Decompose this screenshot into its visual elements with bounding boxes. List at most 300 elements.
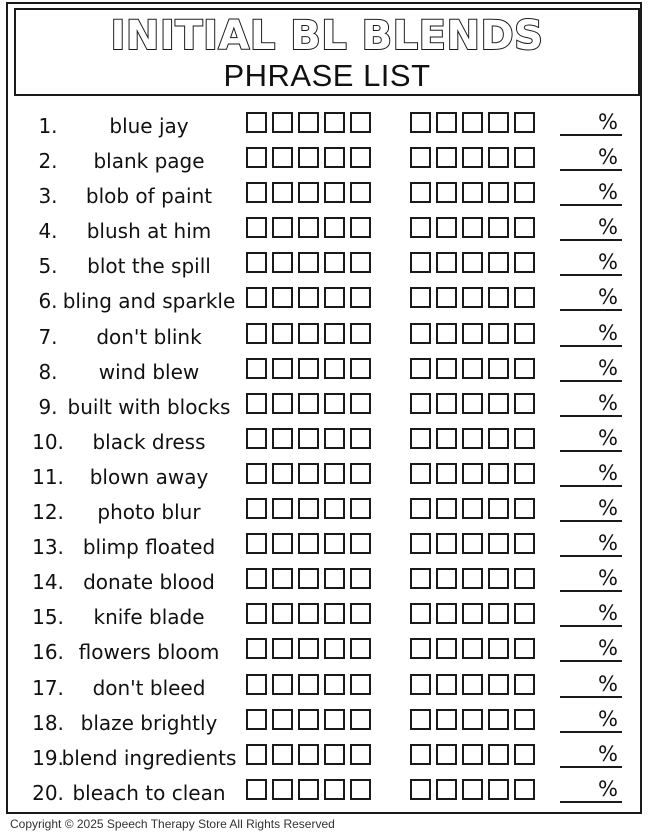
tally-checkbox[interactable] — [488, 287, 509, 308]
phrase-text: wind blew — [98, 359, 200, 384]
tally-checkbox[interactable] — [272, 744, 293, 765]
tally-checkbox[interactable] — [514, 428, 535, 449]
tally-checkbox[interactable] — [298, 638, 319, 659]
tally-checkbox[interactable] — [488, 358, 509, 379]
tally-box-group-2 — [410, 358, 535, 379]
row-number: 9. — [38, 394, 58, 419]
phrase-text: donate blood — [83, 570, 215, 595]
tally-checkbox[interactable] — [436, 112, 457, 133]
percent-blank-line[interactable] — [560, 485, 622, 487]
tally-checkbox[interactable] — [488, 463, 509, 484]
tally-checkbox[interactable] — [324, 744, 345, 765]
tally-checkbox[interactable] — [514, 744, 535, 765]
phrase-text: blank page — [93, 149, 205, 174]
tally-checkbox[interactable] — [246, 147, 267, 168]
tally-checkbox[interactable] — [298, 393, 319, 414]
tally-checkbox[interactable] — [462, 182, 483, 203]
tally-box-group-1 — [246, 358, 371, 379]
tally-checkbox[interactable] — [514, 568, 535, 589]
tally-box-group-2 — [410, 393, 535, 414]
tally-checkbox[interactable] — [462, 393, 483, 414]
tally-checkbox[interactable] — [350, 323, 371, 344]
phrase-row — [14, 145, 634, 180]
tally-checkbox[interactable] — [462, 323, 483, 344]
tally-checkbox[interactable] — [514, 287, 535, 308]
tally-checkbox[interactable] — [272, 428, 293, 449]
tally-checkbox[interactable] — [324, 147, 345, 168]
tally-checkbox[interactable] — [436, 638, 457, 659]
tally-box-group-1 — [246, 287, 371, 308]
tally-checkbox[interactable] — [350, 463, 371, 484]
percent-blank-line[interactable] — [560, 345, 622, 347]
tally-checkbox[interactable] — [298, 147, 319, 168]
phrase-text: blend ingredients — [61, 745, 237, 770]
tally-checkbox[interactable] — [246, 252, 267, 273]
row-number: 3. — [38, 184, 58, 209]
tally-checkbox[interactable] — [272, 358, 293, 379]
tally-checkbox[interactable] — [246, 393, 267, 414]
tally-checkbox[interactable] — [324, 603, 345, 624]
phrase-row — [14, 250, 634, 285]
tally-checkbox[interactable] — [514, 393, 535, 414]
tally-checkbox[interactable] — [436, 287, 457, 308]
phrase-row — [14, 531, 634, 566]
tally-checkbox[interactable] — [324, 498, 345, 519]
tally-checkbox[interactable] — [488, 393, 509, 414]
tally-checkbox[interactable] — [324, 323, 345, 344]
tally-checkbox[interactable] — [298, 358, 319, 379]
phrase-text: black dress — [92, 429, 206, 454]
percent-sign: % — [598, 145, 618, 170]
tally-checkbox[interactable] — [246, 182, 267, 203]
phrase-row — [14, 566, 634, 601]
percent-sign: % — [598, 671, 618, 696]
tally-checkbox[interactable] — [462, 463, 483, 484]
percent-blank-line[interactable] — [560, 801, 622, 803]
tally-box-group-2 — [410, 147, 535, 168]
tally-checkbox[interactable] — [298, 112, 319, 133]
tally-checkbox[interactable] — [298, 498, 319, 519]
tally-checkbox[interactable] — [350, 428, 371, 449]
tally-box-group-2 — [410, 287, 535, 308]
phrase-row — [14, 601, 634, 636]
tally-checkbox[interactable] — [350, 112, 371, 133]
phrase-text: flowers bloom — [78, 640, 220, 665]
percent-sign: % — [598, 636, 618, 661]
phrase-row — [14, 426, 634, 461]
percent-blank-line[interactable] — [560, 134, 622, 136]
tally-checkbox[interactable] — [462, 674, 483, 695]
tally-checkbox[interactable] — [246, 112, 267, 133]
phrase-row — [14, 461, 634, 496]
tally-checkbox[interactable] — [488, 568, 509, 589]
tally-checkbox[interactable] — [514, 533, 535, 554]
tally-checkbox[interactable] — [272, 779, 293, 800]
percent-blank-line[interactable] — [560, 660, 622, 662]
tally-checkbox[interactable] — [350, 779, 371, 800]
tally-checkbox[interactable] — [272, 323, 293, 344]
row-number: 18. — [32, 710, 64, 735]
tally-checkbox[interactable] — [350, 674, 371, 695]
tally-checkbox[interactable] — [462, 744, 483, 765]
phrase-text: photo blur — [97, 500, 201, 525]
tally-checkbox[interactable] — [436, 709, 457, 730]
tally-checkbox[interactable] — [514, 709, 535, 730]
tally-checkbox[interactable] — [324, 217, 345, 238]
tally-checkbox[interactable] — [350, 498, 371, 519]
tally-checkbox[interactable] — [410, 393, 431, 414]
tally-checkbox[interactable] — [246, 428, 267, 449]
tally-checkbox[interactable] — [488, 533, 509, 554]
tally-checkbox[interactable] — [246, 533, 267, 554]
tally-checkbox[interactable] — [462, 358, 483, 379]
tally-box-group-2 — [410, 498, 535, 519]
percent-blank-line[interactable] — [560, 274, 622, 276]
phrase-row — [14, 777, 634, 812]
phrase-row — [14, 672, 634, 707]
tally-checkbox[interactable] — [324, 779, 345, 800]
tally-checkbox[interactable] — [514, 603, 535, 624]
row-number: 8. — [38, 359, 58, 384]
percent-blank-line[interactable] — [560, 555, 622, 557]
tally-checkbox[interactable] — [410, 112, 431, 133]
tally-checkbox[interactable] — [272, 463, 293, 484]
tally-checkbox[interactable] — [436, 147, 457, 168]
tally-box-group-2 — [410, 744, 535, 765]
tally-checkbox[interactable] — [350, 182, 371, 203]
tally-checkbox[interactable] — [514, 779, 535, 800]
tally-checkbox[interactable] — [298, 603, 319, 624]
tally-checkbox[interactable] — [462, 638, 483, 659]
tally-checkbox[interactable] — [272, 498, 293, 519]
tally-checkbox[interactable] — [436, 744, 457, 765]
tally-checkbox[interactable] — [272, 112, 293, 133]
tally-checkbox[interactable] — [298, 217, 319, 238]
tally-checkbox[interactable] — [246, 674, 267, 695]
tally-checkbox[interactable] — [514, 217, 535, 238]
tally-checkbox[interactable] — [246, 358, 267, 379]
tally-checkbox[interactable] — [488, 428, 509, 449]
percent-sign: % — [598, 215, 618, 240]
row-number: 20. — [32, 780, 64, 805]
tally-checkbox[interactable] — [272, 674, 293, 695]
tally-checkbox[interactable] — [298, 182, 319, 203]
tally-checkbox[interactable] — [298, 252, 319, 273]
tally-checkbox[interactable] — [246, 323, 267, 344]
tally-checkbox[interactable] — [436, 498, 457, 519]
tally-checkbox[interactable] — [324, 112, 345, 133]
tally-checkbox[interactable] — [514, 674, 535, 695]
row-number: 17. — [32, 675, 64, 700]
row-number: 15. — [32, 605, 64, 630]
tally-checkbox[interactable] — [272, 533, 293, 554]
tally-checkbox[interactable] — [324, 287, 345, 308]
row-number: 7. — [38, 324, 58, 349]
percent-blank-line[interactable] — [560, 625, 622, 627]
tally-checkbox[interactable] — [350, 533, 371, 554]
tally-checkbox[interactable] — [410, 182, 431, 203]
tally-checkbox[interactable] — [436, 568, 457, 589]
percent-blank-line[interactable] — [560, 204, 622, 206]
tally-checkbox[interactable] — [246, 217, 267, 238]
copyright-text: Copyright © 2025 Speech Therapy Store All Rights Reserved — [10, 817, 335, 831]
tally-checkbox[interactable] — [410, 568, 431, 589]
tally-checkbox[interactable] — [246, 568, 267, 589]
tally-checkbox[interactable] — [246, 779, 267, 800]
tally-box-group-2 — [410, 603, 535, 624]
tally-checkbox[interactable] — [488, 112, 509, 133]
tally-checkbox[interactable] — [350, 287, 371, 308]
page-title: INITIAL BL BLENDS — [110, 13, 544, 59]
tally-checkbox[interactable] — [410, 779, 431, 800]
tally-checkbox[interactable] — [324, 568, 345, 589]
tally-checkbox[interactable] — [324, 182, 345, 203]
tally-checkbox[interactable] — [462, 428, 483, 449]
tally-checkbox[interactable] — [324, 709, 345, 730]
phrase-row — [14, 321, 634, 356]
tally-checkbox[interactable] — [488, 674, 509, 695]
row-number: 14. — [32, 570, 64, 595]
tally-checkbox[interactable] — [350, 147, 371, 168]
tally-checkbox[interactable] — [436, 463, 457, 484]
percent-blank-line[interactable] — [560, 309, 622, 311]
tally-checkbox[interactable] — [350, 603, 371, 624]
tally-checkbox[interactable] — [410, 358, 431, 379]
phrase-text: blob of paint — [85, 184, 213, 209]
percent-sign: % — [598, 706, 618, 731]
tally-checkbox[interactable] — [272, 147, 293, 168]
tally-checkbox[interactable] — [436, 393, 457, 414]
percent-sign: % — [598, 390, 618, 415]
tally-checkbox[interactable] — [298, 287, 319, 308]
tally-checkbox[interactable] — [436, 533, 457, 554]
tally-checkbox[interactable] — [272, 287, 293, 308]
tally-checkbox[interactable] — [462, 147, 483, 168]
tally-checkbox[interactable] — [436, 252, 457, 273]
phrase-text: blown away — [89, 464, 209, 489]
tally-checkbox[interactable] — [410, 147, 431, 168]
tally-checkbox[interactable] — [324, 428, 345, 449]
tally-checkbox[interactable] — [436, 603, 457, 624]
phrase-text: bling and sparkle — [62, 289, 236, 314]
tally-checkbox[interactable] — [462, 252, 483, 273]
tally-checkbox[interactable] — [436, 674, 457, 695]
tally-checkbox[interactable] — [298, 323, 319, 344]
tally-checkbox[interactable] — [246, 287, 267, 308]
percent-blank-line[interactable] — [560, 450, 622, 452]
percent-blank-line[interactable] — [560, 415, 622, 417]
page-subtitle: PHRASE LIST — [223, 58, 431, 93]
phrase-row — [14, 496, 634, 531]
tally-checkbox[interactable] — [298, 779, 319, 800]
tally-checkbox[interactable] — [350, 217, 371, 238]
tally-checkbox[interactable] — [298, 674, 319, 695]
tally-checkbox[interactable] — [298, 533, 319, 554]
phrase-row — [14, 110, 634, 145]
tally-checkbox[interactable] — [410, 674, 431, 695]
phrase-text: knife blade — [93, 605, 205, 630]
tally-checkbox[interactable] — [462, 533, 483, 554]
tally-checkbox[interactable] — [436, 358, 457, 379]
tally-checkbox[interactable] — [488, 498, 509, 519]
tally-checkbox[interactable] — [462, 287, 483, 308]
row-number: 1. — [38, 114, 58, 138]
tally-checkbox[interactable] — [410, 252, 431, 273]
tally-checkbox[interactable] — [410, 463, 431, 484]
tally-checkbox[interactable] — [350, 358, 371, 379]
tally-checkbox[interactable] — [246, 744, 267, 765]
tally-checkbox[interactable] — [350, 393, 371, 414]
tally-checkbox[interactable] — [488, 217, 509, 238]
tally-checkbox[interactable] — [298, 744, 319, 765]
tally-box-group-2 — [410, 568, 535, 589]
tally-checkbox[interactable] — [410, 638, 431, 659]
tally-box-group-2 — [410, 217, 535, 238]
phrase-text: blimp floated — [82, 535, 216, 560]
percent-blank-line[interactable] — [560, 696, 622, 698]
tally-checkbox[interactable] — [298, 568, 319, 589]
tally-checkbox[interactable] — [514, 638, 535, 659]
tally-checkbox[interactable] — [350, 638, 371, 659]
tally-checkbox[interactable] — [488, 744, 509, 765]
tally-checkbox[interactable] — [246, 498, 267, 519]
tally-box-group-2 — [410, 252, 535, 273]
tally-checkbox[interactable] — [410, 428, 431, 449]
tally-checkbox[interactable] — [410, 533, 431, 554]
tally-checkbox[interactable] — [272, 709, 293, 730]
tally-box-group-1 — [246, 603, 371, 624]
tally-checkbox[interactable] — [298, 463, 319, 484]
tally-checkbox[interactable] — [462, 779, 483, 800]
tally-checkbox[interactable] — [324, 638, 345, 659]
row-number: 6. — [38, 289, 58, 314]
tally-box-group-1 — [246, 638, 371, 659]
phrase-row — [14, 215, 634, 250]
percent-blank-line[interactable] — [560, 590, 622, 592]
percent-sign: % — [598, 250, 618, 275]
tally-checkbox[interactable] — [246, 603, 267, 624]
tally-checkbox[interactable] — [514, 323, 535, 344]
tally-checkbox[interactable] — [436, 217, 457, 238]
row-number: 11. — [32, 464, 64, 489]
tally-checkbox[interactable] — [488, 709, 509, 730]
tally-checkbox[interactable] — [350, 568, 371, 589]
percent-sign: % — [598, 460, 618, 485]
tally-box-group-1 — [246, 709, 371, 730]
tally-checkbox[interactable] — [324, 252, 345, 273]
tally-checkbox[interactable] — [324, 358, 345, 379]
tally-checkbox[interactable] — [246, 709, 267, 730]
tally-checkbox[interactable] — [324, 463, 345, 484]
percent-blank-line[interactable] — [560, 169, 622, 171]
tally-checkbox[interactable] — [324, 533, 345, 554]
tally-checkbox[interactable] — [462, 603, 483, 624]
tally-checkbox[interactable] — [514, 147, 535, 168]
tally-checkbox[interactable] — [514, 358, 535, 379]
tally-box-group-1 — [246, 533, 371, 554]
percent-sign: % — [598, 601, 618, 626]
phrase-row — [14, 285, 634, 320]
percent-sign: % — [598, 496, 618, 521]
percent-blank-line[interactable] — [560, 380, 622, 382]
tally-checkbox[interactable] — [410, 287, 431, 308]
percent-blank-line[interactable] — [560, 766, 622, 768]
tally-box-group-2 — [410, 533, 535, 554]
tally-checkbox[interactable] — [436, 323, 457, 344]
percent-sign: % — [598, 776, 618, 801]
tally-checkbox[interactable] — [514, 252, 535, 273]
tally-checkbox[interactable] — [272, 568, 293, 589]
tally-checkbox[interactable] — [514, 112, 535, 133]
tally-box-group-1 — [246, 744, 371, 765]
tally-checkbox[interactable] — [488, 147, 509, 168]
tally-box-group-1 — [246, 252, 371, 273]
tally-checkbox[interactable] — [272, 182, 293, 203]
phrase-list — [14, 110, 634, 812]
tally-checkbox[interactable] — [462, 709, 483, 730]
tally-checkbox[interactable] — [272, 252, 293, 273]
tally-checkbox[interactable] — [462, 217, 483, 238]
tally-checkbox[interactable] — [272, 217, 293, 238]
phrase-text: don't bleed — [92, 675, 206, 700]
tally-checkbox[interactable] — [410, 603, 431, 624]
tally-checkbox[interactable] — [298, 428, 319, 449]
tally-checkbox[interactable] — [488, 638, 509, 659]
tally-checkbox[interactable] — [514, 182, 535, 203]
tally-checkbox[interactable] — [350, 252, 371, 273]
tally-checkbox[interactable] — [488, 252, 509, 273]
tally-checkbox[interactable] — [410, 498, 431, 519]
tally-checkbox[interactable] — [462, 112, 483, 133]
tally-checkbox[interactable] — [514, 463, 535, 484]
tally-checkbox[interactable] — [488, 182, 509, 203]
row-number: 5. — [38, 254, 58, 279]
tally-checkbox[interactable] — [324, 393, 345, 414]
tally-checkbox[interactable] — [246, 638, 267, 659]
tally-box-group-1 — [246, 393, 371, 414]
tally-checkbox[interactable] — [410, 323, 431, 344]
tally-checkbox[interactable] — [350, 744, 371, 765]
tally-checkbox[interactable] — [410, 744, 431, 765]
tally-checkbox[interactable] — [462, 498, 483, 519]
tally-checkbox[interactable] — [488, 323, 509, 344]
tally-checkbox[interactable] — [272, 393, 293, 414]
percent-sign: % — [598, 320, 618, 345]
tally-checkbox[interactable] — [462, 568, 483, 589]
percent-blank-line[interactable] — [560, 731, 622, 733]
phrase-text: blot the spill — [87, 254, 211, 279]
tally-checkbox[interactable] — [410, 709, 431, 730]
tally-checkbox[interactable] — [246, 463, 267, 484]
percent-blank-line[interactable] — [560, 520, 622, 522]
percent-blank-line[interactable] — [560, 239, 622, 241]
tally-box-group-1 — [246, 674, 371, 695]
percent-sign: % — [598, 741, 618, 766]
tally-checkbox[interactable] — [436, 779, 457, 800]
tally-checkbox[interactable] — [350, 709, 371, 730]
tally-checkbox[interactable] — [324, 674, 345, 695]
tally-checkbox[interactable] — [514, 498, 535, 519]
tally-checkbox[interactable] — [488, 603, 509, 624]
tally-checkbox[interactable] — [488, 779, 509, 800]
tally-checkbox[interactable] — [436, 428, 457, 449]
tally-checkbox[interactable] — [272, 638, 293, 659]
tally-checkbox[interactable] — [298, 709, 319, 730]
tally-checkbox[interactable] — [436, 182, 457, 203]
tally-checkbox[interactable] — [272, 603, 293, 624]
tally-box-group-1 — [246, 217, 371, 238]
tally-checkbox[interactable] — [410, 217, 431, 238]
